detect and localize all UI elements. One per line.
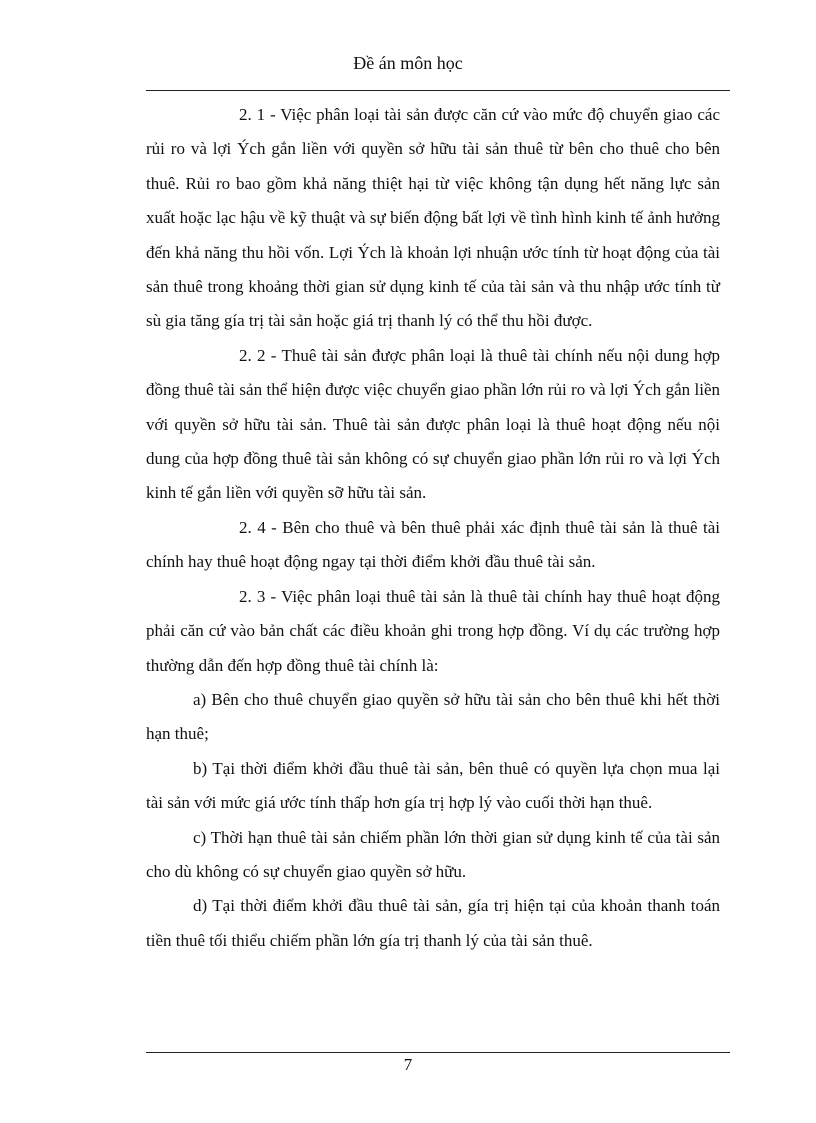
paragraph-2-1: 2. 1 - Việc phân loại tài sản được căn cứ vào mức độ chuyển giao các rủi ro và lợi Ých gắn liền với quyền sở hữu tài sản thuê từ bên cho thuê cho bên thuê. Rủi ro bao gồm khả năng thiệt hại từ việc không tận dụng hết năng lực sản xuất hoặc lạc hậu về kỹ thuật và sự biến động bất lợi về tình hình kinh tế ảnh hưởng đến khả năng thu hồi vốn. Lợi Ých là khoản lợi nhuận ước tính từ hoạt động của tài sản thuê trong khoảng thời gian sử dụng kinh tế của tài sản và thu nhập ước tính từ sù gia tăng gía trị tài sản hoặc giá trị thanh lý có thể thu hồi được. [146,105,720,331]
list-item-a: a) Bên cho thuê chuyển giao quyền sở hữu tài sản cho bên thuê khi hết thời hạn thuê; [146,689,720,744]
list-item-b: b) Tại thời điểm khởi đầu thuê tài sản, bên thuê có quyền lựa chọn mua lại tài sản với mức giá ước tính thấp hơn gía trị hợp lý vào cuối thời hạn thuê. [146,758,720,813]
paragraph-2-4: 2. 4 - Bên cho thuê và bên thuê phải xác định thuê tài sản là thuê tài chính hay thuê hoạt động ngay tại thời điểm khởi đầu thuê tài sản. [146,517,720,572]
header-divider [146,90,730,91]
list-item-c: c) Thời hạn thuê tài sản chiếm phần lớn thời gian sử dụng kinh tế của tài sản cho dù không có sự chuyển giao quyền sở hữu. [146,827,720,881]
list-item-d: d) Tại thời điểm khởi đầu thuê tài sản, gía trị hiện tại của khoản thanh toán tiền thuê tối thiểu chiếm phần lớn gía trị thanh lý của tài sản thuê. [146,896,720,950]
footer-divider [146,1052,730,1053]
page-number: 7 [403,1055,413,1074]
paragraph-2-2: 2. 2 - Thuê tài sản được phân loại là thuê tài chính nếu nội dung hợp đồng thuê tài sản thể hiện được việc chuyển giao phần lớn rủi ro và lợi Ých gắn liền với quyền sở hữu tài sản. Thuê tài sản được phân loại là thuê hoạt động nếu nội dung của hợp đồng thuê tài sản không có sự chuyển giao phần lớn rủi ro và lợi Ých kinh tế gắn liền với quyền sỡ hữu tài sản. [146,345,720,503]
document-body [146,98,720,958]
page-header-title: Đề án môn học [353,53,463,73]
paragraph-2-3: 2. 3 - Việc phân loại thuê tài sản là thuê tài chính hay thuê hoạt động phải căn cứ vào bản chất các điều khoản ghi trong hợp đồng. Ví dụ các trường hợp thường dẫn đến hợp đồng thuê tài chính là: [146,586,720,675]
